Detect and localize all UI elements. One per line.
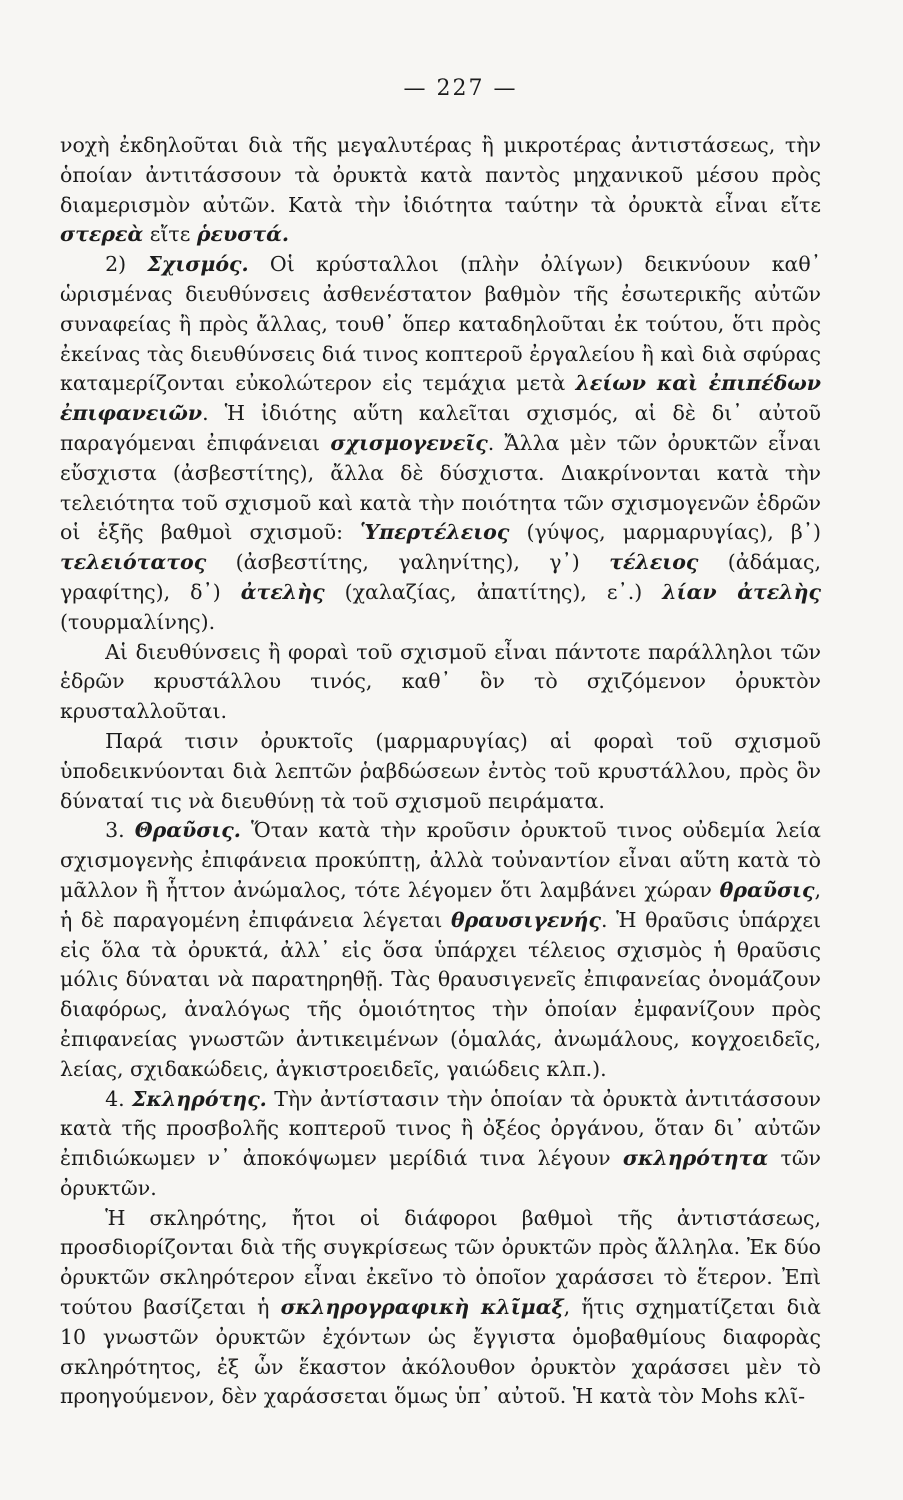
section-heading-cleavage: Σχισμός. (147, 252, 249, 277)
section-heading-hardness: Σκληρότης. (132, 1086, 267, 1111)
page-number: — 227 — (403, 76, 518, 101)
section-heading-fracture: Θραῦσις. (134, 818, 241, 843)
paragraph-cleavage: 2) Σχισμός. Οἱ κρύσταλλοι (πλὴν ὀλίγων) δεικνύουν καθ᾽ ὡρισμένας διευθύνσεις ἀσθενέστατον βαθμὸν τῆς ἐσωτερικῆς αὐτῶν συναφείας ἢ πρὸς ἄλλας, τουθ᾽ ὅπερ καταδηλοῦται ἐκ τούτου, ὅτι πρὸς ἐκείνας τὰς διευθύνσεις διά τινος κοπτεροῦ ἐργαλείου ἢ καὶ διὰ σφύρας καταμερίζονται εὐκολώτερον εἰς τεμάχια μετὰ λείων καὶ ἐπιπέδων ἐπιφανειῶν. Ἡ ἰδιότης αὕτη καλεῖται σχισμός, αἱ δὲ δι᾽ αὐτοῦ παραγόμεναι ἐπιφάνειαι σχισμογενεῖς. Ἄλλα μὲν τῶν ὀρυκτῶν εἶναι εὔσχιστα (ἀσβεστίτης), ἄλλα δὲ δύσχιστα. Διακρίνονται κατὰ τὴν τελειότητα τοῦ σχισμοῦ καὶ κατὰ τὴν ποιότητα τῶν σχισμογενῶν ἑδρῶν οἱ ἑξῆς βαθμοὶ σχισμοῦ: Ὑπερτέλειος (γύψος, μαρμαρυγίας), β᾽) τελειότατος (ἀσβεστίτης, γαληνίτης), γ᾽) τέλειος (ἀδάμας, γραφίτης), δ᾽) ἀτελὴς (χαλαζίας, ἀπατίτης), ε᾽.) λίαν ἀτελὴς (τουρμαλίνης). (60, 252, 822, 634)
paragraph-fracture: 3. Θραῦσις. Ὅταν κατὰ τὴν κροῦσιν ὀρυκτοῦ τινος οὐδεμία λεία σχισμογενὴς ἐπιφάνεια προκύπτῃ, ἀλλὰ τοὐναντίον εἶναι αὕτη κατὰ τὸ μᾶλλον ἢ ἧττον ἀνώμαλος, τότε λέγομεν ὅτι λαμβάνει χώραν θραῦσις, ἡ δὲ παραγομένη ἐπιφάνεια λέγεται θραυσιγενής. Ἡ θραῦσις ὑπάρχει εἰς ὅλα τὰ ὀρυκτά, ἀλλ᾽ εἰς ὅσα ὑπάρχει τέλειος σχισμὸς ἡ θραῦσις μόλις δύναται νὰ παρατηρηθῇ. Τὰς θραυσιγενεῖς ἐπιφανείας ὀνομάζουν διαφόρως, ἀναλόγως τῆς ὁμοιότητος τὴν ὁποίαν ἐμφανίζουν πρὸς ἐπιφανείας γνωστῶν ἀντικειμένων (ὁμαλάς, ἀνωμάλους, κογχοειδεῖς, λείας, σχιδακώδεις, ἀγκιστροειδεῖς, γαιώδεις κλπ.). (60, 818, 822, 1081)
paragraph-continuation: νοχὴ ἐκδηλοῦται διὰ τῆς μεγαλυτέρας ἢ μικροτέρας ἀντιστάσεως, τὴν ὁποίαν ἀντιτάσσουν τὰ ὀρυκτὰ κατὰ παντὸς μηχανικοῦ μέσου πρὸς διαμερισμὸν αὐτῶν. Κατὰ τὴν ἰδιότητα ταύτην τὰ ὀρυκτὰ εἶναι εἴτε στερεὰ εἴτε ῥευστά. (60, 133, 821, 247)
paragraph-cleavage-directions: Αἱ διευθύνσεις ἢ φοραὶ τοῦ σχισμοῦ εἶναι πάντοτε παράλληλοι τῶν ἑδρῶν κρυστάλλου τινός, καθ᾽ ὃν τὸ σχιζόμενον ὀρυκτὸν κρυσταλλοῦται. (60, 639, 821, 724)
paragraph-hardness-scale: Ἡ σκληρότης, ἤτοι οἱ διάφοροι βαθμοὶ τῆς ἀντιστάσεως, προσδιορίζονται διὰ τῆς συγκρίσεως τῶν ὀρυκτῶν πρὸς ἄλληλα. Ἐκ δύο ὀρυκτῶν σκληρότερον εἶναι ἐκεῖνο τὸ ὁποῖον χαράσσει τὸ ἕτερον. Ἐπὶ τούτου βασίζεται ἡ σκληρογραφικὴ κλῖμαξ, ἥτις σχηματίζεται διὰ 10 γνωστῶν ὀρυκτῶν ἐχόντων ὡς ἔγγιστα ὁμοβαθμίους διαφορὰς σκληρότητος, ἐξ ὧν ἕκαστον ἀκόλουθον ὀρυκτὸν χαράσσει μὲν τὸ προηγούμενον, δὲν χαράσσεται ὅμως ὑπ᾽ αὐτοῦ. Ἡ κατὰ τὸν Mohs κλῖ- (60, 1205, 821, 1409)
body-text (60, 131, 821, 1412)
paragraph-mica-striations: Παρά τισιν ὀρυκτοῖς (μαρμαρυγίας) αἱ φοραὶ τοῦ σχισμοῦ ὑποδεικνύονται διὰ λεπτῶν ῥαβδώσεων ἐντὸς τοῦ κρυστάλλου, πρὸς ὃν δύναταί τις νὰ διευθύνῃ τὰ τοῦ σχισμοῦ πειράματα. (60, 728, 821, 813)
term-reustá: ῥευστά. (196, 222, 290, 247)
term-stereá: στερεὰ (60, 222, 144, 247)
paragraph-hardness: 4. Σκληρότης. Τὴν ἀντίστασιν τὴν ὁποίαν τὰ ὀρυκτὰ ἀντιτάσσουν κατὰ τῆς προσβολῆς κοπτεροῦ τινος ἢ ὀξέος ὀργάνου, ὅταν δι᾽ αὐτῶν ἐπιδιώκωμεν ν᾽ ἀποκόψωμεν μερίδιά τινα λέγουν σκληρότητα τῶν ὀρυκτῶν. (60, 1086, 822, 1200)
